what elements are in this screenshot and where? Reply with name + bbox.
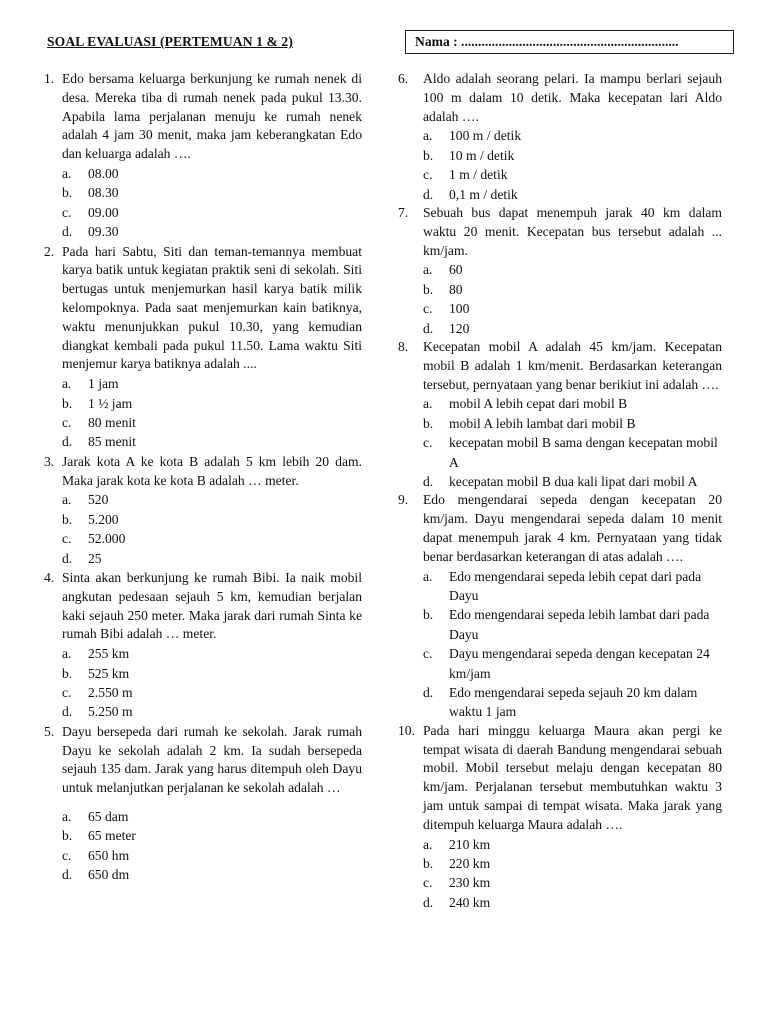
option-text: 5.200	[88, 511, 119, 527]
question-text: Aldo adalah seorang pelari. Ia mampu berlari sejauh 100 m dalam 10 detik. Maka kecepatan lari Aldo adalah ….	[423, 71, 722, 124]
option-text: Edo mengendarai sepeda lebih lambat dari pada Dayu	[449, 607, 710, 642]
option-c[interactable]	[423, 644, 722, 683]
option-label: b.	[423, 856, 434, 872]
option-a[interactable]	[62, 807, 362, 826]
question-text: Jarak kota A ke kota B adalah 5 km lebih 20 dam. Maka jarak kota ke kota B adalah … meter.	[62, 453, 362, 488]
option-label: a.	[62, 809, 72, 825]
option-label: c.	[423, 167, 433, 183]
option-d[interactable]	[423, 319, 722, 338]
option-text: Dayu mengendarai sepeda dengan kecepatan 24 km/jam	[449, 646, 710, 681]
options-list	[62, 807, 362, 885]
option-b[interactable]	[423, 280, 722, 299]
option-label: d.	[423, 894, 434, 910]
question-number: 7.	[398, 205, 409, 221]
option-text: 525 km	[88, 665, 130, 681]
option-text: 255 km	[88, 646, 130, 662]
option-label: b.	[423, 281, 434, 297]
option-a[interactable]	[423, 567, 722, 606]
option-text: 08.30	[88, 185, 119, 201]
option-c[interactable]	[423, 299, 722, 318]
option-b[interactable]	[423, 414, 722, 433]
option-text: 0,1 m / detik	[449, 186, 518, 202]
option-label: b.	[423, 607, 434, 623]
option-a[interactable]	[62, 644, 362, 663]
option-c[interactable]	[423, 165, 722, 184]
option-text: 52.000	[88, 531, 126, 547]
option-b[interactable]	[62, 510, 362, 529]
question-number: 8.	[398, 339, 409, 355]
question-4	[44, 569, 362, 722]
option-text: 650 dm	[88, 867, 130, 883]
left-column	[44, 70, 362, 885]
option-label: c.	[62, 847, 72, 863]
option-text: 10 m / detik	[449, 147, 515, 163]
option-label: b.	[423, 415, 434, 431]
option-text: 240 km	[449, 894, 491, 910]
option-text: 120	[449, 320, 470, 336]
option-label: b.	[62, 185, 73, 201]
question-number: 3.	[44, 453, 55, 469]
option-label: a.	[62, 165, 72, 181]
question-7	[398, 204, 722, 338]
option-text: 100	[449, 301, 470, 317]
option-label: c.	[62, 685, 72, 701]
option-label: c.	[62, 531, 72, 547]
question-5	[44, 723, 362, 885]
question-text: Sinta akan berkunjung ke rumah Bibi. Ia naik mobil angkutan pedesaan sejauh 5 km, kemudian berjalan kaki sejauh 250 meter. Maka jarak dari rumah Sinta ke rumah Bibi adalah … meter.	[62, 570, 362, 642]
option-label: d.	[62, 704, 73, 720]
question-number: 9.	[398, 492, 409, 508]
option-label: c.	[62, 204, 72, 220]
option-b[interactable]	[62, 826, 362, 845]
option-label: d.	[423, 474, 434, 490]
option-label: d.	[423, 186, 434, 202]
option-text: 650 hm	[88, 847, 130, 863]
question-number: 1.	[44, 71, 55, 86]
option-text: 1 jam	[88, 376, 119, 392]
question-text: Sebuah bus dapat menempuh jarak 40 km dalam waktu 20 menit. Kecepatan bus tersebut adalah ... km/jam.	[423, 205, 722, 258]
option-text: 80 menit	[88, 415, 136, 430]
option-text: 1 ½ jam	[88, 395, 133, 411]
option-label: b.	[62, 395, 73, 411]
option-c[interactable]	[62, 846, 362, 865]
option-text: 09.30	[88, 224, 119, 240]
option-b[interactable]	[62, 664, 362, 683]
question-number: 6.	[398, 71, 409, 86]
option-label: c.	[423, 646, 433, 662]
question-8	[398, 338, 722, 491]
option-d[interactable]	[62, 549, 362, 568]
option-b[interactable]	[62, 183, 362, 202]
option-label: c.	[62, 415, 72, 430]
question-number: 10.	[398, 722, 415, 738]
option-text: 520	[88, 492, 109, 508]
option-label: a.	[423, 836, 433, 852]
option-c[interactable]	[62, 529, 362, 548]
name-field[interactable]: Nama : ................................................................	[405, 30, 734, 54]
options-list	[423, 835, 722, 913]
question-text: Kecepatan mobil A adalah 45 km/jam. Kecepatan mobil B adalah 1 km/menit. Berdasarkan keterangan tersebut, pernyataan yang benar berikiut ini adalah ….	[423, 339, 722, 392]
option-label: d.	[423, 320, 434, 336]
option-text: 1 m / detik	[449, 167, 508, 183]
option-a[interactable]	[423, 260, 722, 279]
option-label: b.	[423, 147, 434, 163]
option-b[interactable]	[423, 854, 722, 873]
option-d[interactable]	[62, 222, 362, 241]
option-text: 210 km	[449, 836, 491, 852]
option-text: 5.250 m	[88, 704, 133, 720]
options-list	[62, 644, 362, 722]
option-d[interactable]	[423, 185, 722, 204]
option-d[interactable]	[62, 432, 362, 451]
option-c[interactable]	[62, 683, 362, 702]
option-label: a.	[62, 646, 72, 662]
option-label: c.	[423, 301, 433, 317]
option-label: a.	[62, 376, 72, 392]
question-number: 5.	[44, 723, 55, 739]
option-text: Edo mengendarai sepeda lebih cepat dari pada Dayu	[449, 568, 702, 604]
question-text: Pada hari minggu keluarga Maura akan pergi ke tempat wisata di daerah Bandung mengendarai sebuah mobil. Mobil tersebut melaju dengan kecepatan 80 km/jam. Perjalanan tersebut membutuhkan waktu 3 jam untuk sampai di tempat wisata. Maka jarak yang ditempuh keluarga Maura adalah ….	[423, 722, 722, 832]
options-list	[423, 260, 722, 338]
option-text: 65 dam	[88, 809, 129, 825]
option-label: d.	[62, 224, 73, 240]
options-list	[62, 164, 362, 242]
option-a[interactable]	[62, 490, 362, 509]
option-label: a.	[423, 396, 433, 412]
question-text: Edo bersama keluarga berkunjung ke rumah nenek di desa. Mereka tiba di rumah nenek pada pukul 13.30. Apabila lama perjalanan menuju ke rumah nenek adalah 4 jam 30 menit, maka jam keberangkatan Edo dan keluarga adalah ….	[62, 71, 362, 162]
option-label: d.	[62, 867, 73, 883]
option-label: d.	[62, 434, 73, 450]
page-title: SOAL EVALUASI (PERTEMUAN 1 & 2)	[47, 34, 293, 49]
option-label: b.	[62, 511, 73, 527]
option-label: c.	[423, 875, 433, 891]
right-column	[398, 70, 722, 912]
question-1	[44, 70, 362, 242]
option-text: 100 m / detik	[449, 128, 522, 144]
option-text: 2.550 m	[88, 685, 133, 701]
option-b[interactable]	[423, 146, 722, 165]
option-text: mobil A lebih cepat dari mobil B	[449, 396, 628, 412]
option-text: 08.00	[88, 165, 119, 181]
option-d[interactable]	[423, 472, 722, 491]
option-a[interactable]	[423, 394, 722, 413]
options-list	[62, 374, 362, 452]
option-label: a.	[423, 128, 433, 144]
option-text: Edo mengendarai sepeda sejauh 20 km dalam waktu 1 jam	[449, 685, 698, 720]
option-text: 25	[88, 550, 102, 566]
option-d[interactable]	[423, 893, 722, 912]
question-10	[398, 722, 722, 912]
question-6	[398, 70, 722, 204]
option-text: 80	[449, 281, 463, 297]
option-c[interactable]	[62, 203, 362, 222]
option-c[interactable]	[62, 413, 362, 432]
question-number: 2.	[44, 243, 55, 259]
option-label: d.	[62, 550, 73, 566]
option-text: 09.00	[88, 204, 119, 220]
option-a[interactable]	[62, 374, 362, 393]
options-list	[62, 490, 362, 568]
option-text: kecepatan mobil B dua kali lipat dari mobil A	[449, 474, 698, 490]
option-text: 60	[449, 262, 463, 278]
option-d[interactable]	[62, 702, 362, 721]
option-label: a.	[62, 492, 72, 508]
question-number: 4.	[44, 570, 55, 586]
option-c[interactable]	[423, 873, 722, 892]
option-label: d.	[423, 685, 434, 701]
question-2	[44, 243, 362, 452]
question-9	[398, 491, 722, 721]
option-a[interactable]	[423, 835, 722, 854]
option-text: 65 meter	[88, 828, 136, 844]
question-text: Edo mengendarai sepeda dengan kecepatan 20 km/jam. Dayu mengendarai sepeda dalam 10 menit dapat menempuh jarak 4 km. Pernyataan yang tidak benar berdasarkan keterangan di atas adalah ….	[423, 492, 722, 564]
option-b[interactable]	[62, 394, 362, 413]
option-a[interactable]	[62, 164, 362, 183]
option-text: kecepatan mobil B sama dengan kecepatan mobil A	[449, 435, 718, 470]
question-3	[44, 453, 362, 568]
question-text: Pada hari Sabtu, Siti dan teman-temannya membuat karya batik untuk kegiatan praktik seni di sekolah. Siti bertugas untuk menjemurkan hasil karya batik milik kelompoknya. Pada saat menjemurkan kain batiknya, waktu menunjukkan pukul 10.30, yang kemudian diangkat kembali pada pukul 11.50. Lama waktu Siti menjemur karya batiknya adalah ....	[62, 243, 362, 372]
option-d[interactable]	[423, 683, 722, 722]
option-text: 220 km	[449, 856, 491, 872]
option-a[interactable]	[423, 126, 722, 145]
option-text: 230 km	[449, 875, 491, 891]
option-c[interactable]	[423, 433, 722, 472]
options-list	[423, 126, 722, 204]
options-list	[423, 567, 722, 722]
option-label: a.	[423, 262, 433, 278]
options-list	[423, 394, 722, 491]
option-label: b.	[62, 665, 73, 681]
option-label: a.	[423, 568, 433, 584]
option-label: c.	[423, 435, 433, 451]
option-text: 85 menit	[88, 434, 136, 450]
option-text: mobil A lebih lambat dari mobil B	[449, 415, 636, 431]
option-label: b.	[62, 828, 73, 844]
option-d[interactable]	[62, 865, 362, 884]
question-text: Dayu bersepeda dari rumah ke sekolah. Jarak rumah Dayu ke sekolah adalah 2 km. Ia sudah bersepeda sejauh 135 dam. Jarak yang harus ditempuh oleh Dayu untuk melanjutkan perjalanan ke sekolah adalah …	[62, 723, 362, 796]
option-b[interactable]	[423, 605, 722, 644]
